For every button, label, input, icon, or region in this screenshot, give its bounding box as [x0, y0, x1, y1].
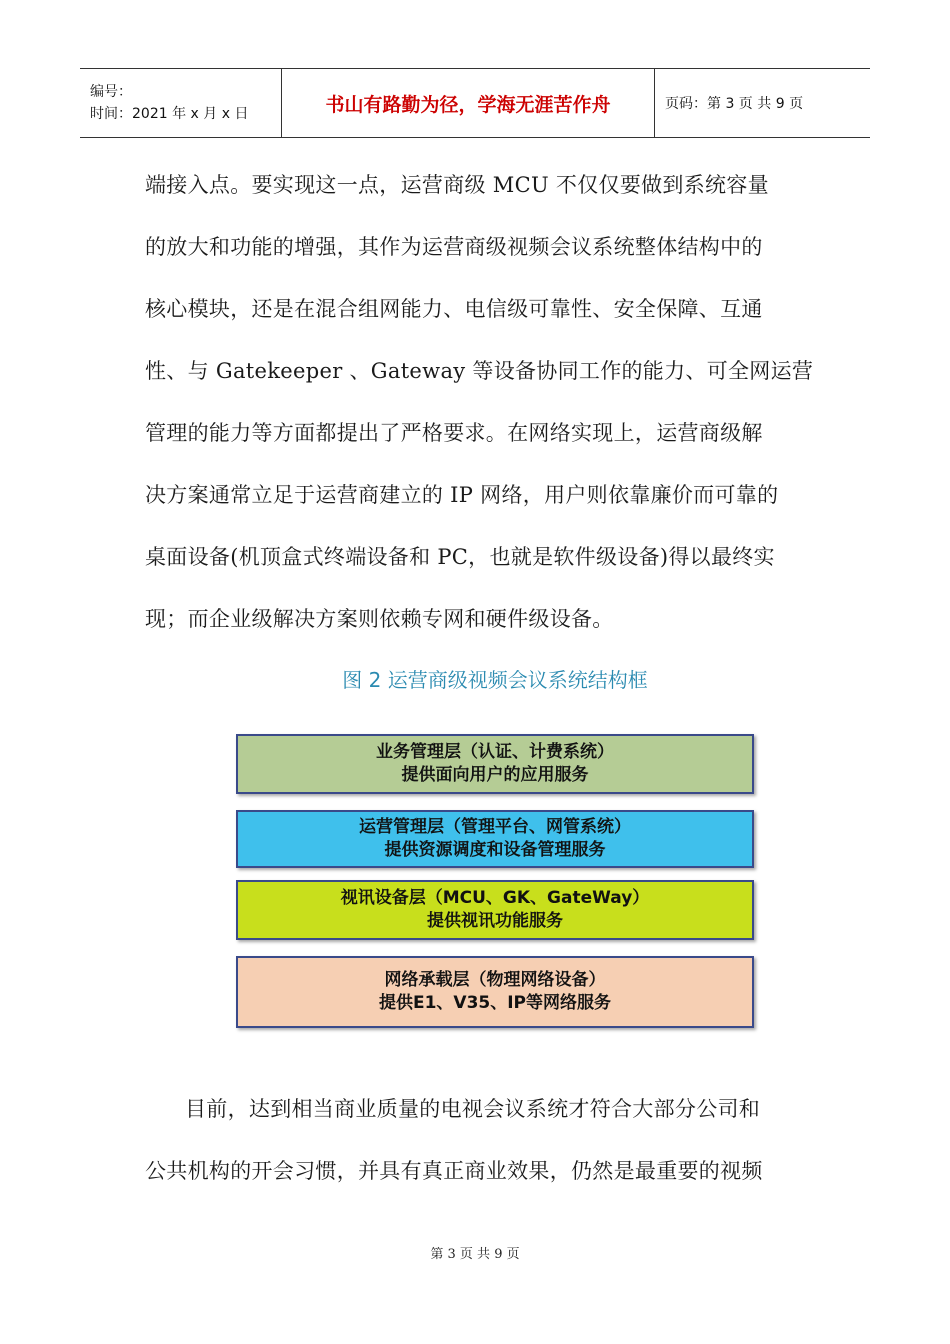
document-header: [80, 68, 870, 138]
page-footer: 第 3 页 共 9 页: [430, 1247, 520, 1262]
paragraph-line: 性、与 Gatekeeper 、Gateway 等设备协同工作的能力、可全网运营: [145, 359, 814, 383]
layer-service-management: [236, 734, 754, 794]
layer-title: 运营管理层（管理平台、网管系统）: [359, 817, 631, 837]
layer-description: 提供视讯功能服务: [427, 911, 563, 931]
paragraph-1: [145, 170, 814, 666]
header-meta: [80, 69, 282, 137]
layer-description: 提供面向用户的应用服务: [401, 765, 589, 785]
layer-description: 提供E1、V35、IP等网络服务: [378, 993, 612, 1013]
paragraph-line: 公共机构的开会习惯，并具有真正商业效果，仍然是最重要的视频: [145, 1159, 763, 1183]
paragraph-line: 决方案通常立足于运营商建立的 IP 网络，用户则依靠廉价而可靠的: [145, 483, 779, 507]
layer-title: 网络承载层（物理网络设备）: [384, 970, 606, 990]
paragraph-line: 的放大和功能的增强，其作为运营商级视频会议系统整体结构中的: [145, 235, 763, 259]
layer-video-equipment: [236, 880, 754, 940]
paragraph-line: 端接入点。要实现这一点，运营商级 MCU 不仅仅要做到系统容量: [145, 173, 769, 197]
paragraph-line: 桌面设备(机顶盒式终端设备和 PC，也就是软件级设备)得以最终实: [145, 545, 775, 569]
layer-operation-management: [236, 810, 754, 868]
paragraph-line: 核心模块，还是在混合组网能力、电信级可靠性、安全保障、互通: [145, 297, 763, 321]
layer-title: 业务管理层（认证、计费系统）: [376, 742, 614, 762]
header-page-cell: [655, 69, 870, 137]
figure-caption: 图 2 运营商级视频会议系统结构框: [342, 668, 648, 692]
paragraph-line: 目前，达到相当商业质量的电视会议系统才符合大部分公司和: [185, 1097, 761, 1121]
number-label: 编号：: [90, 84, 132, 100]
layer-title: 视讯设备层（MCU、GK、GateWay）: [340, 888, 650, 908]
paragraph-line: 现；而企业级解决方案则依赖专网和硬件级设备。: [145, 607, 614, 631]
layer-description: 提供资源调度和设备管理服务: [384, 840, 606, 860]
layer-network-bearer: [236, 956, 754, 1028]
paragraph-2: [145, 1094, 810, 1218]
time-label: 时间：2021 年 x 月 x 日: [90, 106, 249, 122]
header-motto: 书山有路勤为径，学海无涯苦作舟: [325, 93, 611, 116]
header-page-info: 页码：第 3 页 共 9 页: [665, 96, 804, 112]
header-motto-cell: [282, 69, 655, 137]
paragraph-line: 管理的能力等方面都提出了严格要求。在网络实现上，运营商级解: [145, 421, 763, 445]
